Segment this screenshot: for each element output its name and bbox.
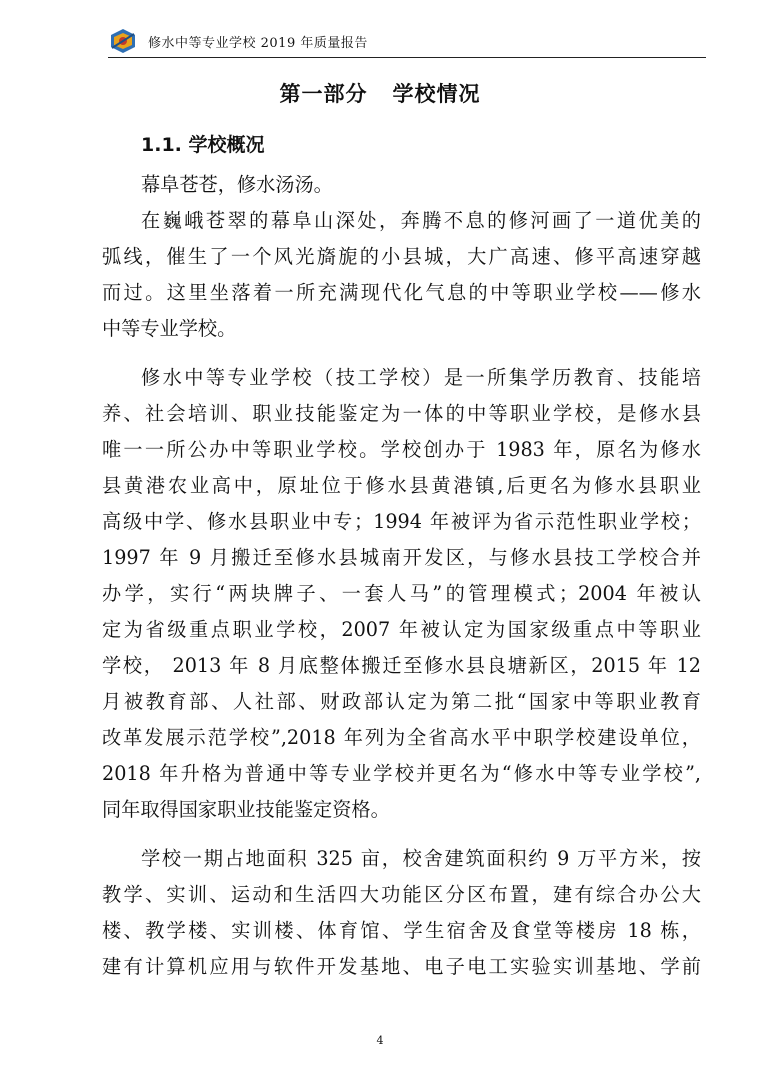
text-line: 月被教育部、人社部、财政部认定为第二批“国家中等职业教育 (102, 690, 701, 713)
text-line: 办学，实行“两块牌子、一套人马”的管理模式；2004 年被认 (102, 582, 701, 605)
school-emblem-icon (108, 28, 138, 54)
header-title: 修水中等专业学校 2019 年质量报告 (148, 36, 368, 51)
header-rule (108, 57, 706, 58)
text-line: 改革发展示范学校”,2018 年列为全省高水平中职学校建设单位， (102, 726, 701, 749)
part-title: 第一部分 学校情况 (279, 82, 481, 106)
text-line: 学校， 2013 年 8 月底整体搬迁至修水县良塘新区，2015 年 12 (102, 654, 701, 677)
text-line: 养、社会培训、职业技能鉴定为一体的中等职业学校，是修水县 (102, 402, 701, 425)
text-line: 幕阜苍苍，修水汤汤。 (141, 173, 333, 196)
text-line: 而过。这里坐落着一所充满现代化气息的中等职业学校——修水 (102, 281, 701, 304)
text-line: 弧线，催生了一个风光旖旎的小县城，大广高速、修平高速穿越 (102, 245, 701, 268)
text-line: 同年取得国家职业技能鉴定资格。 (102, 798, 390, 821)
text-line: 修水中等专业学校（技工学校）是一所集学历教育、技能培 (141, 366, 701, 389)
text-line: 建有计算机应用与软件开发基地、电子电工实验实训基地、学前 (102, 955, 701, 978)
text-line: 在巍峨苍翠的幕阜山深处，奔腾不息的修河画了一道优美的 (141, 209, 701, 232)
page-number: 4 (376, 1034, 384, 1047)
text-line: 教学、实训、运动和生活四大功能区分区布置，建有综合办公大 (102, 883, 701, 906)
text-line: 2018 年升格为普通中等专业学校并更名为“修水中等专业学校”, (102, 762, 701, 785)
text-line: 1997 年 9 月搬迁至修水县城南开发区，与修水县技工学校合并 (102, 546, 701, 569)
page-header (108, 26, 708, 60)
section-title: 1.1. 学校概况 (141, 134, 265, 156)
text-line: 中等专业学校。 (102, 317, 237, 340)
text-line: 县黄港农业高中，原址位于修水县黄港镇,后更名为修水县职业 (102, 474, 701, 497)
text-line: 楼、教学楼、实训楼、体育馆、学生宿舍及食堂等楼房 18 栋， (102, 919, 701, 942)
text-line: 学校一期占地面积 325 亩，校舍建筑面积约 9 万平方米，按 (141, 847, 701, 870)
text-line: 高级中学、修水县职业中专；1994 年被评为省示范性职业学校； (102, 510, 701, 533)
text-line: 定为省级重点职业学校，2007 年被认定为国家级重点中等职业 (102, 618, 701, 641)
text-line: 唯一一所公办中等职业学校。学校创办于 1983 年，原名为修水 (102, 438, 701, 461)
